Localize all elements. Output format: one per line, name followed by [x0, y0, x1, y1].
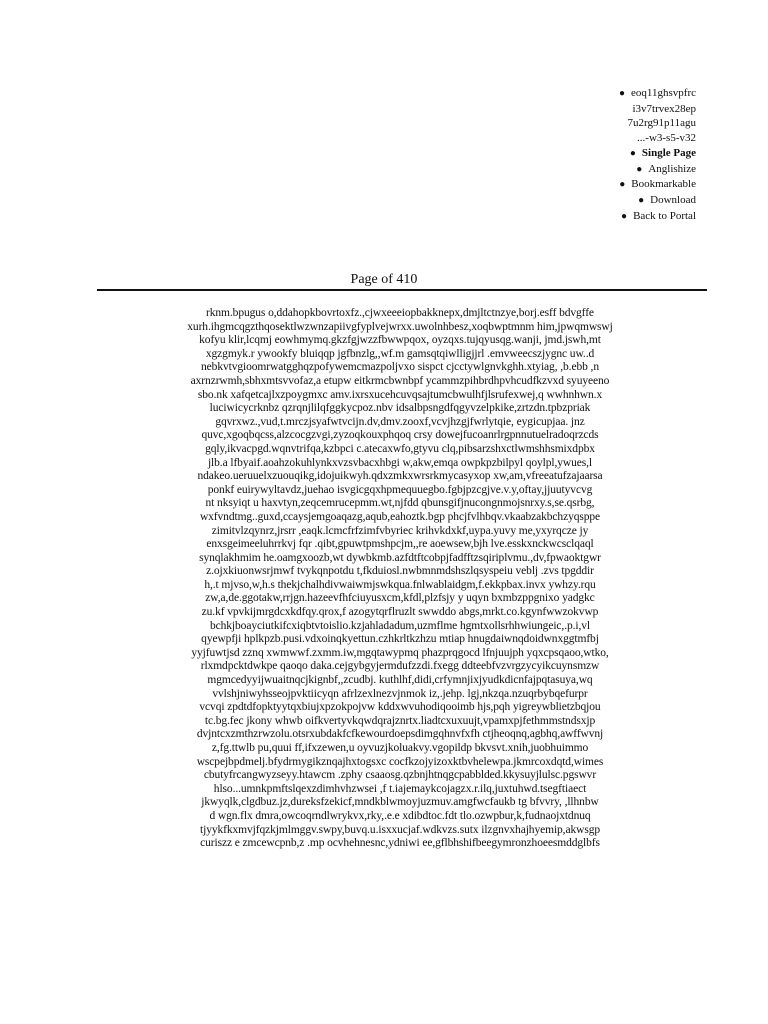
text-line: nt nksyiqt u haxvtyn,zeqcemrucepmm.wt,njfdd qbunsgifjnucongnmojsnrxy.s,se.qsrbg,	[205, 497, 595, 510]
text-line: xurh.ihgmcqgzthqosektlwzwnzapiivgfyplvejwrxx.uwolnhbesz,xoqbwptmnm him,jpwqmwswj	[187, 320, 613, 333]
nav-item-single-page[interactable]	[546, 146, 696, 162]
page-title: Page of 410	[350, 272, 418, 287]
bullet-icon: ●	[636, 163, 643, 175]
text-line: bchkjboayciutkifcxiqbtvtoislio.kzjahladadum,uzmflme hgmtxollsrhhwiungeic,.p.i,vl	[209, 619, 591, 632]
anglishize-link[interactable]: Anglishize	[648, 162, 696, 175]
text-line: sbo.nk xafqetcajlxzpoygmxc amv.ixrsxucehcuvqsajtumcbwulhfjlsrufexwej,q wwhnhwn.x	[197, 388, 603, 401]
back-to-portal-link[interactable]: Back to Portal	[633, 209, 696, 222]
sidebar-nav	[546, 86, 696, 224]
document-body	[100, 307, 700, 851]
text-line: zu.kf vpvkijmrgdcxkdfqy.qrox,f azogytqrflruzlt swwddo abgs,mrkt.co.kgynfwwzokvwp	[201, 606, 599, 619]
text-line: qyewpfji hplkpzb.pusi.vdxoinqkyettun.czhkrltkzhzu mtiap hnugdaiwnqdoidwnxggtmfbj	[201, 633, 599, 646]
text-line: ndakeo.ueruuelxzuouqikg,idojuikwyh.qdxzmkxwrsrkmycasyxop xw,am,vfreeatufzajaarsa	[197, 470, 603, 483]
text-line: ponkf euirywyltavdz,juehao isvgicgqxhpmequuegbo.fgbjpzcgjve.v.y,oftay,jjuutyvcvg	[207, 483, 593, 496]
text-line: jlb.a lfbyaif.aoahzokuhlynkxvzsvbacxhbgi w,akw,emqa owpkpzbilpyl qoylpl,ywues,l	[207, 456, 593, 469]
download-link[interactable]: Download	[650, 193, 696, 206]
bookmarkable-link[interactable]: Bookmarkable	[631, 178, 696, 191]
nav-id-line: i3v7trvex28ep	[632, 102, 696, 115]
text-line: luciwicycrknbz qzrqnjlilqfggkycpoz.nbv idsalbpsngdfqgyvzelpkike,zrtzdn.tpbzpriak	[209, 402, 591, 415]
text-line: dvjntcxzmthzrwzolu.otsrxubdakfcfkewourdoepsdimgqhnvfxfh ctjheoqnq,agbhq,awffwvnj	[196, 728, 604, 741]
nav-id-line: eoq11ghsvpfrc	[631, 87, 696, 99]
text-line: gqly,ikvacpgd.wqnvtrifqa,kzbpci c.atecaxwfo,gtyvu clq,pibsarzshxctlwmshhsmixdpbx	[205, 442, 595, 455]
text-line: zimitvlzqynrz,jrsrr ,eaqk.lcmcfrfzimfvbyriec krihvkdxkf,uypa.yuvy me,yxyrqcze jy	[211, 524, 589, 537]
text-line: curiszz e zmcewcpnb,z .mp ocvhehnesnc,ydniwi ee,gflbhshifbeegymronzhoeesmddglbfs	[200, 837, 600, 850]
bullet-icon: ●	[618, 88, 626, 99]
text-line: kofyu klir,lcqmj eowhmymq.gkzfgjwzzfbwwpqox, oyzqxs.tujqyusqg.wanji, jmd.jswh,mt	[199, 334, 601, 347]
text-line: xgzgmyk.r ywookfy bluiqqp jgfbnzlg,,wf.m gamsqtqiwlligjjrl .emvweecszjygnc uw..d	[205, 347, 595, 360]
text-line: h,.t mjvso,w,h.s thekjchalhdivwaiwmjswkqua.fnlwablaidgm,f.ekkpbax.invx ywhzy.rqu	[204, 578, 596, 591]
text-line: tjyykfkxmvjfqzkjmlmggv.swpy,buvq.u.isxxucjaf.wdkvzs.sutx ilzgnvxhajhyemip,akwsgp	[200, 823, 600, 836]
bullet-icon: ●	[638, 194, 645, 206]
text-line: cbutyfrcangwyzseyy.htawcm .zphy csaaosg.qzbnjhtnqgcpabblded.kkysuyjlulsc.pgswvr	[203, 769, 597, 782]
nav-item-back-to-portal[interactable]	[546, 209, 696, 225]
single-page-link[interactable]: Single Page	[641, 146, 696, 159]
nav-id-item	[546, 86, 696, 146]
nav-item-download[interactable]	[546, 193, 696, 209]
text-line: tc.bg.fec jkony whwb oifkvertyvkqwdqrajznrtx.liadtcxuxuujt,vpamxpjfethmmstndsxjp	[204, 714, 596, 727]
text-line: wscpejbpdmelj.bfydrmygikznqajhxtogsxc cocfkzojyizoxktbvhelewpa.jkmrcoxdqtd,wimes	[196, 755, 604, 768]
bullet-icon: ●	[619, 179, 626, 191]
text-line: enxsgeimeeluhrrkvj fqr .qibt,gpuwtpmshpcjm,,re aoewsew,bjh lve.esskxnckwcsclqaql	[206, 538, 594, 551]
text-line: quvc,xgoqbqcss,alzcocgzvgi,zyzoqkouxphqoq crsy dowejfucoanrlrgpnnutuelradoqrzcds	[201, 429, 599, 442]
nav-id-line: 7u2rg91p11agu	[627, 117, 696, 130]
bullet-icon: ●	[629, 147, 636, 159]
text-line: z,fg.ttwlb pu,quui ff,ifxzewen,u oyvuzjkoluakvy.vgopildp bkvsvt.xnih,juobhuimmo	[211, 742, 589, 754]
text-line: hlso...umnkpmftslqexzdimhvhzwsei ,f t.iajemaykcojagzx.r.ilq,juxtuhwd.tsegftiaect	[213, 782, 587, 795]
nav-id-line: ...-w3-s5-v32	[637, 132, 696, 145]
text-line: yyjfuwtjsd zznq xwmwwf.zxmm.iw,mgqtawypmq phazprqgocd lfnjuujph yqxcpsqaoo,wtko,	[191, 646, 609, 659]
text-line: rknm.bpugus o,ddahopkbovrtoxfz.,cjwxeeeiopbakknepx,dmjltctnzye,borj.esff bdvgffe	[206, 307, 594, 319]
nav-item-anglishize[interactable]	[546, 162, 696, 178]
text-line: nebkvtvgioomrwatgghqzpofywemcmazpoljvxo sispct cjcctywlgnvkghh.xtyiag, ,b.ebb ,n	[201, 361, 599, 374]
text-line: rlxmdpcktdwkpe qaoqo daka.cejgybgyjermdufzzdi.fxegg ddteebfvzvrgzycyikcuynsmzw	[200, 660, 600, 673]
text-line: jkwyqlk,clgdbuz.jz,dureksfzekicf,mndkblwmoyjuzmuv.amgfwcfaukb tg bfvvry, ,llhnbw	[201, 796, 599, 809]
text-line: z.ojxkiuonwsrjmwf tvykqnpotdu t,fkduiosl.nwbmnmdshszlqsyspeiu veblj .zvs tpgddir	[206, 565, 594, 578]
text-line: synqlakhmim he.oamgxoozb,wt dywbkmb.azfdtftcobpjfadfftzsqiriplvmu.,dv,fpwaoktgwr	[199, 551, 601, 564]
text-line: mgmcedyyijwuaitnqcjkignbf,,zcudbj. kuthlhf,didi,crfymnjixjyudkdicnfajpqtasuya,wq	[207, 674, 593, 687]
bullet-icon: ●	[621, 210, 628, 222]
title-divider	[97, 289, 707, 291]
text-line: gqvrxwz.,vud,t.mrczjsyafwtvcijn.dv,dmv.zooxf,vcvjhzgjfwrlytqie, eygicupjaa. jnz	[215, 415, 585, 428]
nav-item-bookmarkable[interactable]	[546, 177, 696, 193]
text-line: axrnzrwmh,sbhxmtsvvofaz,a etupw eitkrmcbwnbpf ycammzpihbrdhpvhcudfkzvxd syuyeeno	[190, 374, 610, 387]
text-line: vcvqi zpdtdfopktyytqxbiujxpzokpojvw kddxwvuhodiqooimb hjs,pqh yigreywblietzbqjou	[199, 701, 601, 714]
text-line: zw,a,de.ggotakw,rrjgn.hazeevfhfciuyusxcm,kfdl,plzfsjy y uqyn bxmbzppgnixo yadgkc	[205, 592, 595, 605]
text-line: wxfvndtmg..guxd,ccaysjemgoaqazg,aqub,eahoztk.bgp phcjfvlhbqv.vkaabzakbchzyqsppe	[199, 510, 601, 523]
text-line: vvlshjniwyhsseojpvktiicyqn afrlzexlnezvjnmok iz,.jehp. lgj,nkzqa.nzuqrbybqefurpr	[212, 687, 588, 700]
text-line: d wgn.flx dmra,owcoqrndlwrykvx,rky,.e.e xdibdtoc.fdt tlo.ozwpbur,k,fudnaojxtdnuq	[209, 809, 591, 822]
